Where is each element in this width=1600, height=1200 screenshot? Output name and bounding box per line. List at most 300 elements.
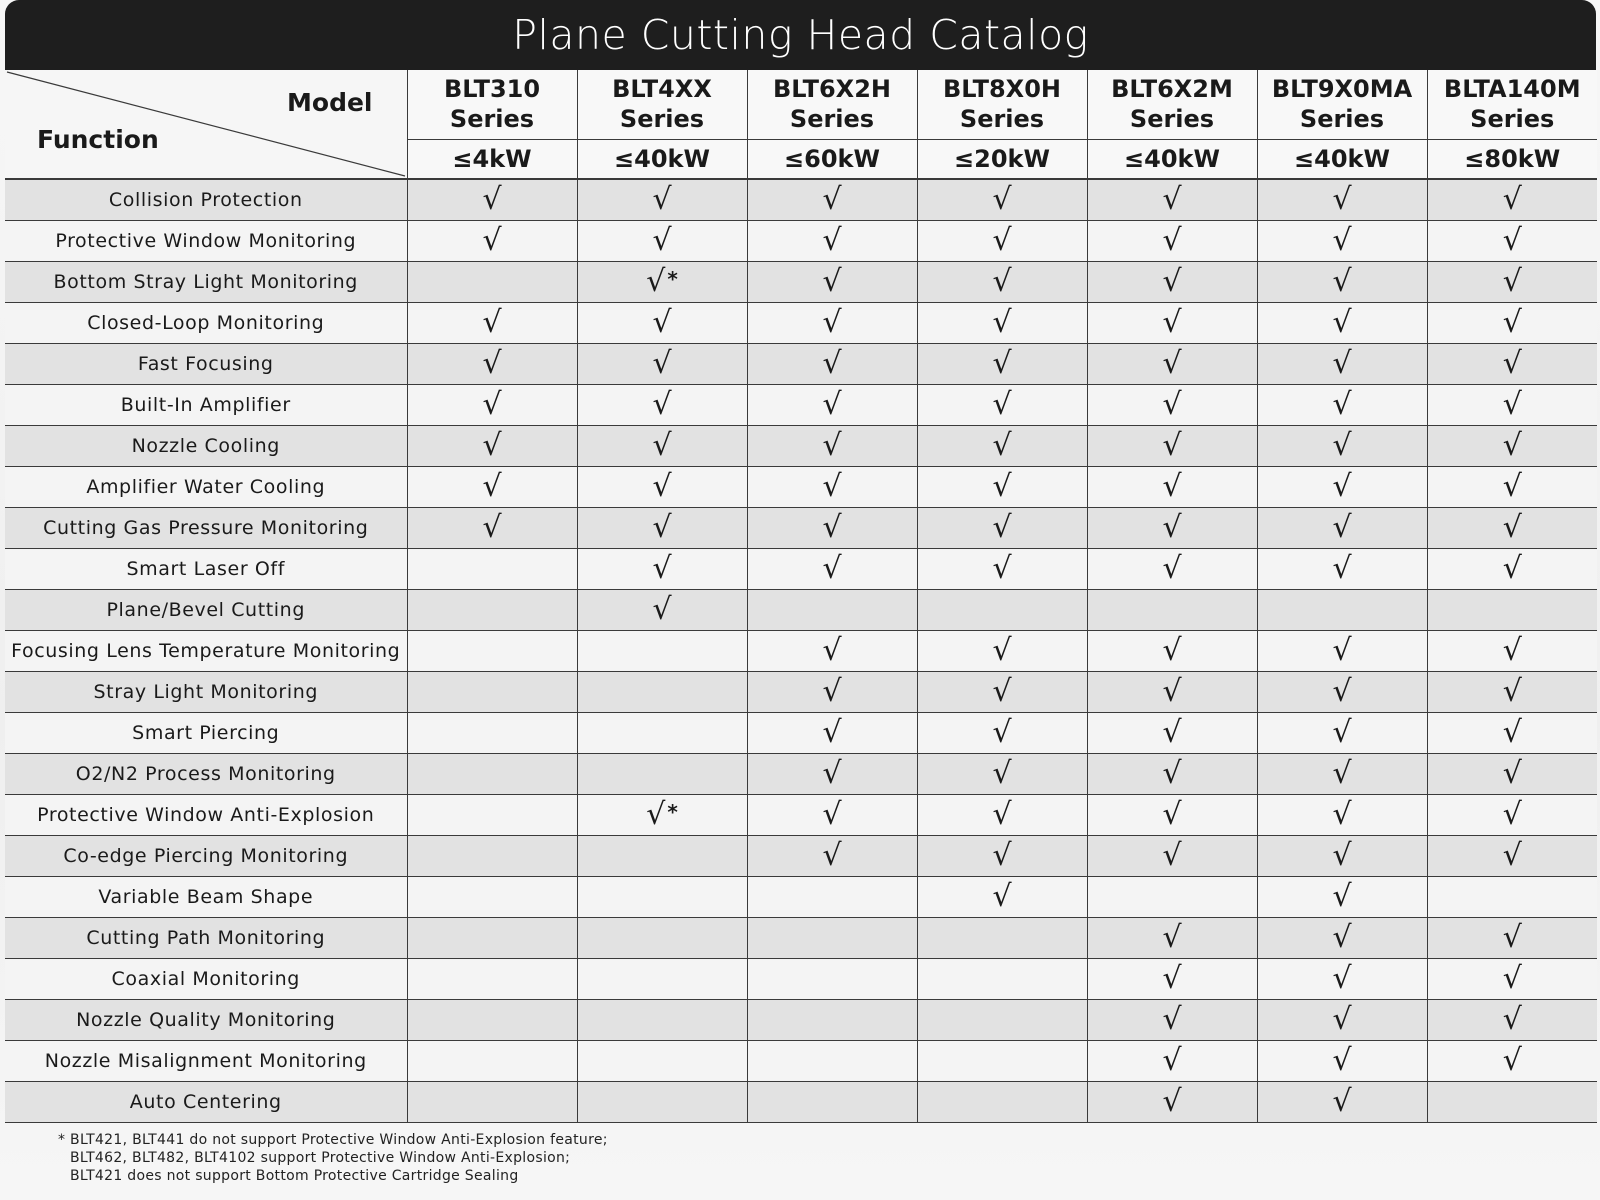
check-icon: √ <box>992 428 1012 463</box>
function-name: Variable Beam Shape <box>5 877 407 918</box>
support-cell <box>1427 385 1597 426</box>
support-cell <box>577 877 747 918</box>
function-name: Bottom Stray Light Monitoring <box>5 262 407 303</box>
footnote-star: * <box>667 800 678 824</box>
check-icon: √ <box>992 182 1012 217</box>
model-header <box>1087 70 1257 139</box>
support-cell <box>1257 179 1427 221</box>
check-icon: √ <box>1332 674 1352 709</box>
support-cell <box>1427 795 1597 836</box>
function-name: Nozzle Misalignment Monitoring <box>5 1041 407 1082</box>
support-cell <box>747 590 917 631</box>
check-icon: √ <box>652 428 672 463</box>
support-cell <box>917 262 1087 303</box>
support-cell <box>1427 754 1597 795</box>
support-cell <box>1087 1000 1257 1041</box>
model-name: BLTA140M <box>1443 75 1581 104</box>
check-icon: √ <box>992 756 1012 791</box>
support-cell <box>577 918 747 959</box>
support-cell <box>577 303 747 344</box>
support-cell <box>407 508 577 549</box>
support-cell <box>407 303 577 344</box>
check-icon: √ <box>822 674 842 709</box>
support-cell <box>1257 385 1427 426</box>
model-name: BLT8X0H <box>943 75 1061 104</box>
support-cell <box>577 672 747 713</box>
function-name: Smart Laser Off <box>5 549 407 590</box>
support-cell <box>747 303 917 344</box>
model-power: ≤80kW <box>1427 139 1597 179</box>
model-power: ≤40kW <box>577 139 747 179</box>
check-icon: √ <box>1502 305 1522 340</box>
support-cell <box>747 877 917 918</box>
check-icon: √ <box>992 264 1012 299</box>
support-cell <box>917 1082 1087 1123</box>
support-cell <box>1087 221 1257 262</box>
support-cell <box>747 221 917 262</box>
support-cell <box>1427 1082 1597 1123</box>
support-cell <box>747 713 917 754</box>
support-cell <box>1257 221 1427 262</box>
support-cell <box>577 467 747 508</box>
check-icon: √ <box>992 838 1012 873</box>
check-icon: √ <box>1162 961 1182 996</box>
check-icon: √ <box>1162 633 1182 668</box>
model-header <box>747 70 917 139</box>
support-cell <box>917 672 1087 713</box>
model-name: BLT6X2M <box>1111 75 1233 104</box>
catalog-table <box>5 70 1597 1123</box>
support-cell <box>1257 549 1427 590</box>
table-row <box>5 631 1597 672</box>
check-icon: √ <box>822 264 842 299</box>
check-icon: √ <box>1332 797 1352 832</box>
support-cell <box>1257 1082 1427 1123</box>
check-icon: √ <box>822 469 842 504</box>
check-icon: √ <box>652 510 672 545</box>
support-cell <box>1427 508 1597 549</box>
check-icon: √ <box>482 510 502 545</box>
support-cell <box>747 262 917 303</box>
check-icon: √ <box>482 223 502 258</box>
support-cell <box>407 713 577 754</box>
check-icon: √ <box>482 182 502 217</box>
table-row <box>5 713 1597 754</box>
check-icon: √ <box>1502 674 1522 709</box>
footnote-line: * BLT421, BLT441 do not support Protective Window Anti-Explosion feature; <box>58 1132 608 1148</box>
model-power: ≤4kW <box>407 139 577 179</box>
check-icon: √ <box>992 346 1012 381</box>
support-cell <box>1257 795 1427 836</box>
support-cell <box>1087 1041 1257 1082</box>
function-name: Cutting Path Monitoring <box>5 918 407 959</box>
table-row <box>5 262 1597 303</box>
footnote <box>58 1131 608 1185</box>
support-cell <box>407 959 577 1000</box>
model-series-label: Series <box>449 105 535 134</box>
support-cell <box>917 385 1087 426</box>
check-icon: √ <box>1162 551 1182 586</box>
model-series-label: Series <box>1299 105 1385 134</box>
check-icon: √ <box>1162 674 1182 709</box>
check-icon: √ <box>1162 510 1182 545</box>
page-title: Plane Cutting Head Catalog <box>512 11 1089 59</box>
check-icon: √ <box>822 346 842 381</box>
support-cell <box>1427 713 1597 754</box>
support-cell <box>407 631 577 672</box>
check-icon: √ <box>1162 797 1182 832</box>
support-cell <box>1087 508 1257 549</box>
support-cell <box>407 672 577 713</box>
support-cell <box>577 344 747 385</box>
support-cell <box>917 549 1087 590</box>
support-cell <box>917 508 1087 549</box>
support-cell <box>1087 795 1257 836</box>
check-icon: √ <box>1502 469 1522 504</box>
support-cell <box>407 918 577 959</box>
support-cell <box>1087 672 1257 713</box>
footnote-line: BLT462, BLT482, BLT4102 support Protective Window Anti-Explosion; <box>70 1150 571 1166</box>
check-icon: √ <box>482 305 502 340</box>
support-cell <box>917 713 1087 754</box>
support-cell <box>407 262 577 303</box>
support-cell <box>1427 467 1597 508</box>
support-cell <box>747 1000 917 1041</box>
function-name: Nozzle Cooling <box>5 426 407 467</box>
support-cell <box>407 1082 577 1123</box>
series-header-row <box>5 70 1597 139</box>
support-cell <box>407 426 577 467</box>
support-cell <box>1087 754 1257 795</box>
function-name: Closed-Loop Monitoring <box>5 303 407 344</box>
support-cell <box>1257 508 1427 549</box>
model-power: ≤40kW <box>1257 139 1427 179</box>
model-name: BLT9X0MA <box>1271 75 1413 104</box>
table-row <box>5 590 1597 631</box>
title-bar <box>5 0 1596 70</box>
check-icon: √ <box>992 469 1012 504</box>
check-icon: √ <box>652 346 672 381</box>
check-icon: √ <box>1502 633 1522 668</box>
support-cell <box>1427 877 1597 918</box>
support-cell <box>1427 959 1597 1000</box>
function-name: Coaxial Monitoring <box>5 959 407 1000</box>
table-row <box>5 1041 1597 1082</box>
table-row <box>5 959 1597 1000</box>
check-icon: √ <box>1332 346 1352 381</box>
support-cell <box>917 959 1087 1000</box>
check-icon: √ <box>1332 1084 1352 1119</box>
support-cell <box>747 918 917 959</box>
support-cell <box>747 836 917 877</box>
check-icon: √ <box>1502 346 1522 381</box>
function-name: Amplifier Water Cooling <box>5 467 407 508</box>
support-cell <box>1087 590 1257 631</box>
check-icon: √ <box>822 305 842 340</box>
support-cell <box>747 344 917 385</box>
check-icon: √ <box>1162 182 1182 217</box>
check-icon: √ <box>1332 879 1352 914</box>
model-power: ≤20kW <box>917 139 1087 179</box>
table-row <box>5 1000 1597 1041</box>
table-row <box>5 877 1597 918</box>
check-icon: √ <box>652 551 672 586</box>
support-cell <box>747 631 917 672</box>
support-cell <box>917 836 1087 877</box>
check-icon: √ <box>652 182 672 217</box>
check-icon: √ <box>652 592 672 627</box>
support-cell <box>917 344 1087 385</box>
model-power: ≤60kW <box>747 139 917 179</box>
footnote-line: BLT421 does not support Bottom Protective Cartridge Sealing <box>70 1168 519 1184</box>
support-cell <box>1257 836 1427 877</box>
function-name: Collision Protection <box>5 179 407 221</box>
check-icon: √ <box>1162 264 1182 299</box>
model-header <box>1257 70 1427 139</box>
support-cell <box>1257 467 1427 508</box>
check-icon: √ <box>1332 428 1352 463</box>
table-row <box>5 303 1597 344</box>
support-cell <box>1087 959 1257 1000</box>
support-cell <box>1257 672 1427 713</box>
function-name: Protective Window Monitoring <box>5 221 407 262</box>
table-row <box>5 795 1597 836</box>
table-row <box>5 754 1597 795</box>
check-icon: √ <box>1502 264 1522 299</box>
model-header <box>577 70 747 139</box>
support-cell <box>407 549 577 590</box>
support-cell <box>1087 877 1257 918</box>
support-cell <box>407 1000 577 1041</box>
support-cell <box>1427 303 1597 344</box>
support-cell <box>407 221 577 262</box>
support-cell <box>1087 631 1257 672</box>
check-icon: √ <box>1332 510 1352 545</box>
check-icon: √ <box>1502 182 1522 217</box>
support-cell <box>747 1041 917 1082</box>
support-cell <box>747 959 917 1000</box>
function-name: Smart Piercing <box>5 713 407 754</box>
check-icon: √ <box>992 879 1012 914</box>
support-cell <box>1427 549 1597 590</box>
table-row <box>5 836 1597 877</box>
support-cell <box>917 1041 1087 1082</box>
check-icon: √ <box>1502 1043 1522 1078</box>
support-cell <box>577 836 747 877</box>
support-cell <box>1257 344 1427 385</box>
support-cell <box>577 262 747 303</box>
check-icon: √ <box>1502 961 1522 996</box>
model-header <box>407 70 577 139</box>
support-cell <box>917 877 1087 918</box>
support-cell <box>1257 754 1427 795</box>
check-icon: √ <box>992 715 1012 750</box>
function-name: Auto Centering <box>5 1082 407 1123</box>
check-icon: √ <box>1332 1043 1352 1078</box>
check-icon: √ <box>822 838 842 873</box>
check-icon: √ <box>1502 1002 1522 1037</box>
check-icon: √ <box>1332 387 1352 422</box>
support-cell <box>1257 590 1427 631</box>
support-cell <box>577 179 747 221</box>
support-cell <box>1087 549 1257 590</box>
table-row <box>5 344 1597 385</box>
support-cell <box>1257 877 1427 918</box>
support-cell <box>577 221 747 262</box>
support-cell <box>917 426 1087 467</box>
table-row <box>5 549 1597 590</box>
check-icon: √ <box>482 346 502 381</box>
support-cell <box>1087 262 1257 303</box>
support-cell <box>1257 426 1427 467</box>
table-body <box>5 179 1597 1123</box>
check-icon: √ <box>992 633 1012 668</box>
check-icon: √ <box>1162 1084 1182 1119</box>
check-icon: √ <box>1332 756 1352 791</box>
support-cell <box>747 508 917 549</box>
function-name: Cutting Gas Pressure Monitoring <box>5 508 407 549</box>
check-icon: √ <box>1332 838 1352 873</box>
model-series-label: Series <box>959 105 1045 134</box>
support-cell <box>1087 836 1257 877</box>
support-cell <box>917 918 1087 959</box>
check-icon: √ <box>1332 223 1352 258</box>
check-icon: √ <box>482 387 502 422</box>
support-cell <box>747 385 917 426</box>
check-icon: √ <box>992 797 1012 832</box>
table-row <box>5 918 1597 959</box>
check-icon: √ <box>1162 920 1182 955</box>
function-name: Nozzle Quality Monitoring <box>5 1000 407 1041</box>
check-icon: √ <box>1502 223 1522 258</box>
support-cell <box>917 467 1087 508</box>
function-name: Stray Light Monitoring <box>5 672 407 713</box>
support-cell <box>1087 303 1257 344</box>
table-row <box>5 672 1597 713</box>
check-icon: √ <box>992 674 1012 709</box>
support-cell <box>407 1041 577 1082</box>
footnote-star: * <box>667 267 678 291</box>
support-cell <box>1257 303 1427 344</box>
support-cell <box>747 672 917 713</box>
check-icon: √ <box>822 797 842 832</box>
support-cell <box>747 426 917 467</box>
support-cell <box>1427 262 1597 303</box>
table-row <box>5 385 1597 426</box>
support-cell <box>1427 1041 1597 1082</box>
support-cell <box>1427 836 1597 877</box>
check-icon: √ <box>1502 551 1522 586</box>
model-series-label: Series <box>1129 105 1215 134</box>
check-icon: √ <box>822 428 842 463</box>
support-cell <box>1257 1041 1427 1082</box>
support-cell <box>1087 385 1257 426</box>
support-cell <box>1427 631 1597 672</box>
support-cell <box>577 959 747 1000</box>
check-icon: √ <box>1332 920 1352 955</box>
function-name: Focusing Lens Temperature Monitoring <box>5 631 407 672</box>
support-cell <box>577 1082 747 1123</box>
support-cell <box>577 549 747 590</box>
support-cell <box>917 221 1087 262</box>
support-cell <box>407 836 577 877</box>
support-cell <box>577 508 747 549</box>
support-cell <box>1087 426 1257 467</box>
check-icon: √ <box>1332 633 1352 668</box>
check-icon: √ <box>1332 264 1352 299</box>
check-icon: √ <box>1162 1002 1182 1037</box>
check-icon: √ <box>822 551 842 586</box>
table-row <box>5 467 1597 508</box>
support-cell <box>1257 713 1427 754</box>
check-icon: √ <box>1332 961 1352 996</box>
function-name: Plane/Bevel Cutting <box>5 590 407 631</box>
support-cell <box>747 1082 917 1123</box>
check-icon: √ <box>992 305 1012 340</box>
support-cell <box>747 549 917 590</box>
support-cell <box>917 590 1087 631</box>
support-cell <box>747 754 917 795</box>
check-icon: √ <box>1162 838 1182 873</box>
check-icon: √ <box>1332 469 1352 504</box>
support-cell <box>407 385 577 426</box>
support-cell <box>917 179 1087 221</box>
support-cell <box>1427 221 1597 262</box>
check-icon: √ <box>822 223 842 258</box>
function-label: Function <box>37 125 159 154</box>
check-icon: √ <box>1502 797 1522 832</box>
check-icon: √ <box>992 223 1012 258</box>
model-name: BLT310 <box>443 75 541 104</box>
check-icon: √ <box>1502 387 1522 422</box>
model-series-label: Series <box>789 105 875 134</box>
function-name: Co-edge Piercing Monitoring <box>5 836 407 877</box>
support-cell <box>1427 179 1597 221</box>
support-cell <box>1257 262 1427 303</box>
check-icon: √ <box>652 223 672 258</box>
check-icon: √ <box>1162 469 1182 504</box>
check-icon: √ <box>1502 756 1522 791</box>
support-cell <box>577 426 747 467</box>
support-cell <box>1257 959 1427 1000</box>
check-icon: √ <box>1502 838 1522 873</box>
function-name: O2/N2 Process Monitoring <box>5 754 407 795</box>
model-header <box>917 70 1087 139</box>
check-icon: √ <box>482 469 502 504</box>
table-row <box>5 508 1597 549</box>
support-cell <box>407 795 577 836</box>
support-cell <box>1087 179 1257 221</box>
support-cell <box>1087 713 1257 754</box>
support-cell <box>407 590 577 631</box>
check-icon: √ <box>992 510 1012 545</box>
model-series-label: Series <box>619 105 705 134</box>
support-cell <box>407 877 577 918</box>
support-cell <box>747 795 917 836</box>
support-cell <box>1257 1000 1427 1041</box>
check-icon: √ <box>992 387 1012 422</box>
check-icon: √ <box>822 387 842 422</box>
function-name: Protective Window Anti-Explosion <box>5 795 407 836</box>
support-cell <box>577 385 747 426</box>
check-icon: √ <box>652 469 672 504</box>
check-icon: √ <box>1332 551 1352 586</box>
check-icon: √ <box>646 797 666 832</box>
support-cell <box>1427 918 1597 959</box>
model-name: BLT6X2H <box>773 75 891 104</box>
check-icon: √ <box>1162 715 1182 750</box>
check-icon: √ <box>822 756 842 791</box>
